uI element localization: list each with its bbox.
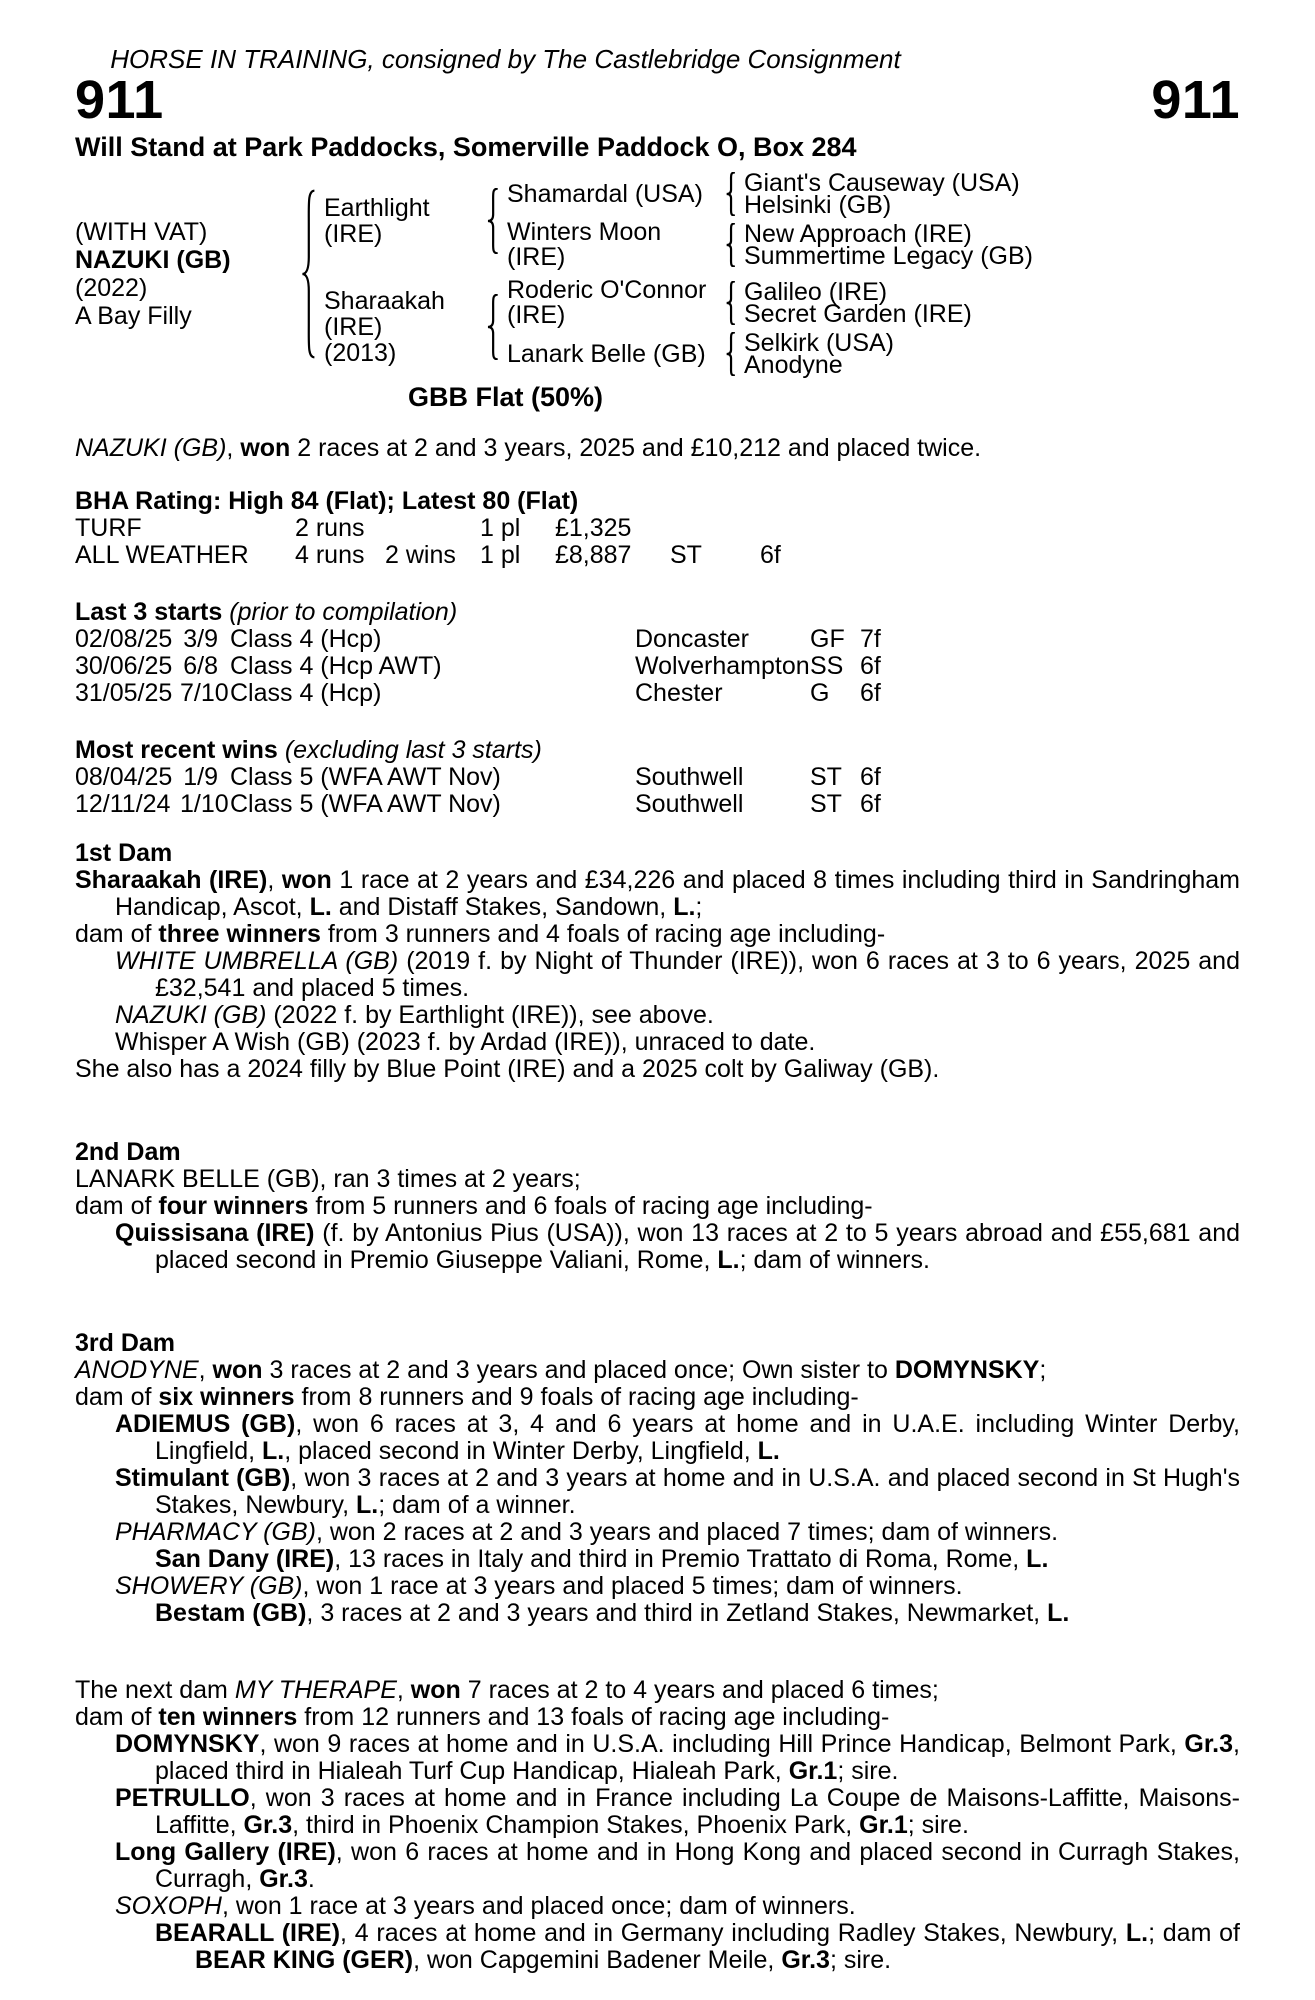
gbb-scheme-line: GBB Flat (50%) [407,382,604,412]
position-cell: 1/9 [183,763,218,791]
surface-cell: TURF [75,514,142,542]
pedigree-paragraph: Sharaakah (IRE), won 1 race at 2 years and £34,226 and placed 8 times including third in Sandringham Handicap, Ascot, L. and Distaff Stakes, Sandown, L.; [75,866,1240,921]
date-cell: 02/08/25 [75,625,173,653]
pedigree-paragraph: SHOWERY (GB), won 1 race at 3 years and placed 5 times; dam of winners. [115,1572,963,1600]
distance-cell: 6f [860,763,881,791]
pedigree-paragraph: LANARK BELLE (GB), ran 3 times at 2 years; [75,1165,581,1193]
pedigree-tree [75,169,1240,379]
stand-location-line: Will Stand at Park Paddocks, Somerville Paddock O, Box 284 [75,132,857,162]
distance-cell: 6f [860,679,881,707]
pedigree-brace [725,281,736,325]
runs-cell: 2 runs [295,514,365,542]
pedigree-paragraph: SOXOPH, won 1 race at 3 years and placed once; dam of winners. [115,1892,856,1920]
pedigree-paragraph: BEARALL (IRE), 4 races at home and in Germany including Radley Stakes, Newbury, L.; dam of BEAR KING (GER), won Capgemini Badener Meile, Gr.3; sire. [155,1919,1240,1974]
wins-cell: 2 wins [385,541,456,569]
great-grandparent-name: Galileo (IRE) [744,278,888,306]
pedigree-paragraph: Stimulant (GB), won 3 races at 2 and 3 years at home and in U.S.A. and placed second in St Hugh's Stakes, Newbury, L.; dam of a winner. [115,1464,1240,1519]
great-grandparent-name: New Approach (IRE) [744,220,972,248]
position-cell: 7/10 [180,679,229,707]
surface-cell: ALL WEATHER [75,541,249,569]
vat-note: (WITH VAT) [75,218,208,246]
race-record-block [75,488,1240,569]
recent-wins-block [75,737,1240,818]
wins-cell [385,515,480,542]
granddam-group [499,220,1033,270]
earnings-cell: £8,887 [555,541,632,569]
subject-name: NAZUKI (GB) [75,246,231,274]
race-summary-line: NAZUKI (GB), won 2 races at 2 and 3 years, 2025 and £10,212 and placed twice. [75,434,982,462]
start-row [75,653,1240,680]
great-grandparent-name: Giant's Causeway (USA) [744,169,1020,197]
grandparent-name: Shamardal (USA) [507,179,703,208]
pedigree-paragraph: PETRULLO, won 3 races at home and in France including La Coupe de Maisons-Laffitte, Maisons-Laffitte, Gr.3, third in Phoenix Champion Stakes, Phoenix Park, Gr.1; sire. [115,1784,1240,1839]
distance-cell: 6f [860,652,881,680]
great-grandparent-name: Summertime Legacy (GB) [744,242,1033,270]
section-heading: 1st Dam [75,839,173,867]
pedigree-paragraph: NAZUKI (GB) (2022 f. by Earthlight (IRE)), see above. [115,1001,714,1029]
race-record-row [75,542,1240,569]
pedigree-brace [725,172,736,216]
last-starts-heading [75,599,1240,626]
pedigree-paragraph: DOMYNSKY, won 9 races at home and in U.S.A. including Hill Prince Handicap, Belmont Park, Gr.3, placed third in Hialeah Turf Cup Handicap, Hialeah Park, Gr.1; sire. [115,1730,1240,1785]
last-starts-note: (prior to compilation) [229,598,458,626]
race-cell: Class 5 (WFA AWT Nov) [230,790,501,818]
pedigree-paragraph: ADIEMUS (GB), won 6 races at 3, 4 and 6 years at home and in U.A.E. including Winter Derby, Lingfield, L., placed second in Winter Derby, Lingfield, L. [115,1410,1240,1465]
pedigree-paragraph: She also has a 2024 filly by Blue Point (IRE) and a 2025 colt by Galiway (GB). [75,1055,940,1083]
pedigree-paragraph: Long Gallery (IRE), won 6 races at home and in Hong Kong and placed second in Curragh Stakes, Curragh, Gr.3. [115,1838,1240,1893]
start-row [75,764,1240,791]
earnings-cell: £1,325 [555,514,632,542]
going-cell: GF [810,625,845,653]
position-cell: 1/10 [180,790,229,818]
consignment-line: HORSE IN TRAINING, consigned by The Castlebridge Consignment [110,44,901,74]
section-2nd-dam [75,1139,1240,1274]
runs-cell: 4 runs [295,541,365,569]
race-cell: Class 4 (Hcp) [230,679,382,707]
date-cell: 30/06/25 [75,652,173,680]
date-cell: 08/04/25 [75,763,173,791]
lot-number-left: 911 [75,70,164,130]
section-next-dam [75,1677,1240,1974]
pedigree-brace [486,294,499,360]
sire-name: Earthlight (IRE) [324,194,430,248]
pedigree-brace [725,332,736,376]
great-grandparent-name: Selkirk (USA) [744,329,895,357]
going-cell: G [810,679,830,707]
course-cell: Doncaster [635,625,749,653]
section-3rd-dam [75,1330,1240,1627]
section-1st-dam [75,840,1240,1083]
dam-name: Sharaakah (IRE) [324,287,445,341]
going-cell: ST [670,541,702,569]
recent-wins-heading [75,737,1240,764]
going-cell: ST [810,790,842,818]
pedigree-paragraph: dam of three winners from 3 runners and 4 foals of racing age including- [75,920,886,948]
damsire-group [499,278,972,328]
last-starts-title: Last 3 starts [75,598,223,626]
subject-description: A Bay Filly [75,302,192,330]
grandparent-name: Roderic O'Connor (IRE) [507,276,707,329]
start-row [75,791,1240,818]
pedigree-brace [725,223,736,267]
subject-block [75,218,300,330]
race-cell: Class 5 (WFA AWT Nov) [230,763,501,791]
start-row [75,680,1240,707]
course-cell: Southwell [635,763,744,791]
distance-cell: 7f [860,625,881,653]
section-heading: 2nd Dam [75,1138,181,1166]
pedigree-paragraph: The next dam MY THERAPE, won 7 races at 2 to 4 years and placed 6 times; [75,1676,939,1704]
lot-number-right: 911 [1151,70,1240,130]
grandparent-name: Lanark Belle (GB) [507,339,706,368]
race-cell: Class 4 (Hcp AWT) [230,652,442,680]
pedigree-paragraph: Whisper A Wish (GB) (2023 f. by Ardad (IRE)), unraced to date. [115,1028,816,1056]
dam-branch [316,276,1033,379]
dam-block [316,288,486,366]
race-record-row [75,515,1240,542]
recent-wins-title: Most recent wins [75,736,278,764]
pedigree-paragraph: San Dany (IRE), 13 races in Italy and third in Premio Trattato di Roma, Rome, L. [155,1545,1049,1573]
granddam-group [499,329,972,379]
distance-cell: 6f [860,790,881,818]
distance-cell [760,515,810,542]
last-starts-block [75,599,1240,707]
pedigree-paragraph: Bestam (GB), 3 races at 2 and 3 years and third in Zetland Stakes, Newmarket, L. [155,1599,1070,1627]
pedigree-paragraph: ANODYNE, won 3 races at 2 and 3 years and placed once; Own sister to DOMYNSKY; [75,1356,1047,1384]
sire-block [316,195,486,247]
position-cell: 6/8 [183,652,218,680]
date-cell: 12/11/24 [75,790,171,818]
going-cell: ST [810,763,842,791]
going-cell: SS [810,652,844,680]
great-grandparent-name: Anodyne [744,351,843,379]
pedigree-paragraph: dam of ten winners from 12 runners and 13 foals of racing age including- [75,1703,890,1731]
recent-wins-note: (excluding last 3 starts) [284,736,542,764]
bha-rating-line: BHA Rating: High 84 (Flat); Latest 80 (Flat) [75,487,579,515]
course-cell: Wolverhampton [635,652,810,680]
course-cell: Southwell [635,790,744,818]
places-cell: 1 pl [480,514,521,542]
pedigree-paragraph: dam of six winners from 8 runners and 9 foals of racing age including- [75,1383,859,1411]
start-row [75,626,1240,653]
pedigree-brace [300,189,316,359]
subject-year: (2022) [75,274,148,302]
section-heading: 3rd Dam [75,1329,176,1357]
pedigree-paragraph: WHITE UMBRELLA (GB) (2019 f. by Night of Thunder (IRE)), won 6 races at 3 to 6 years, 2025 and £32,541 and placed 5 times. [115,947,1240,1002]
great-grandparent-name: Helsinki (GB) [744,191,892,219]
date-cell: 31/05/25 [75,679,173,707]
distance-cell: 6f [760,541,781,569]
places-cell: 1 pl [480,541,521,569]
pedigree-paragraph: dam of four winners from 5 runners and 6 foals of racing age including- [75,1192,873,1220]
pedigree-paragraph: Quissisana (IRE) (f. by Antonius Pius (USA)), won 13 races at 2 to 5 years abroad and £55,681 and placed second in Premio Giuseppe Valiani, Rome, L.; dam of winners. [115,1219,1241,1274]
subject-name-line [75,246,300,302]
dam-note: (2013) [324,339,397,367]
sire-branch [316,169,1033,271]
pedigree-brace [486,188,499,254]
pedigree-paragraph: PHARMACY (GB), won 2 races at 2 and 3 years and placed 7 times; dam of winners. [115,1518,1059,1546]
great-grandparent-name: Secret Garden (IRE) [744,300,972,328]
course-cell: Chester [635,679,723,707]
grandsire-group [499,169,1033,219]
going-cell [670,515,760,542]
race-cell: Class 4 (Hcp) [230,625,382,653]
lot-number-row [75,70,1240,130]
position-cell: 3/9 [183,625,218,653]
grandparent-name: Winters Moon (IRE) [507,218,662,271]
